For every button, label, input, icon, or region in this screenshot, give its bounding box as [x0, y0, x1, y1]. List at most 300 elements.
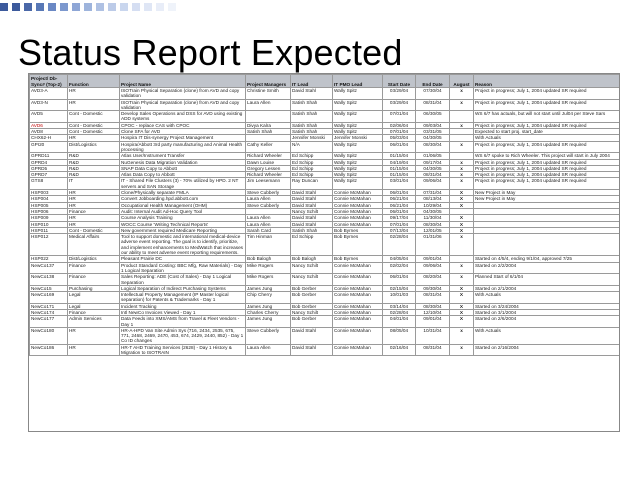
cell-function: Dist/Logistics: [68, 141, 120, 153]
cell-project-id: GPRD7: [30, 172, 68, 178]
cell-it-lead: Jennifer Monski: [291, 135, 333, 141]
cell-project-id: AVD3-A: [30, 88, 68, 100]
cell-end-date: 04/30/05: [416, 208, 450, 214]
col-header-function: Function: [68, 75, 120, 88]
decor-square: [60, 3, 68, 11]
decor-square: [12, 3, 20, 11]
cell-project-manager: James Jung: [246, 285, 291, 291]
cell-august-flag: x: [450, 122, 474, 128]
cell-end-date: 08/30/04: [416, 141, 450, 153]
cell-start-date: 03/29/04: [383, 99, 416, 111]
cell-reason: Started on 2/16/2004: [474, 344, 620, 356]
cell-project-name: WOCC Course 'Writing Technical Reports': [120, 221, 246, 227]
cell-project-name: CPOC - replace CAS with CPOC: [120, 122, 246, 128]
title-decoration: [0, 0, 638, 14]
cell-project-id: NewCo169: [30, 292, 68, 304]
cell-end-date: 07/30/04: [416, 88, 450, 100]
cell-start-date: 02/16/04: [383, 344, 416, 356]
decor-square: [36, 3, 44, 11]
cell-it-lead: David Stahl: [291, 190, 333, 196]
cell-project-id: HSP010: [30, 221, 68, 227]
cell-end-date: 07/31/04: [416, 190, 450, 196]
cell-project-id: HSP004: [30, 196, 68, 202]
cell-august-flag: x: [450, 99, 474, 111]
cell-project-manager: Richard Wheeler: [246, 172, 291, 178]
cell-project-name: Audit: Internal Audit Ad-Hoc Query Tool: [120, 208, 246, 214]
cell-project-id: HSP011: [30, 227, 68, 233]
cell-it-lead: David Stahl: [291, 202, 333, 208]
cell-start-date: 05/03/04: [383, 135, 416, 141]
cell-project-id: NewCo186: [30, 344, 68, 356]
cell-august-flag: X: [450, 303, 474, 309]
cell-project-id: GPRD11: [30, 153, 68, 159]
cell-end-date: 09/03/04: [416, 122, 450, 128]
cell-it-pmo-lead: Connie McMahan: [333, 215, 383, 221]
cell-project-manager: Laura Allen: [246, 99, 291, 111]
cell-end-date: 03/31/05: [416, 129, 450, 135]
cell-august-flag: x: [450, 88, 474, 100]
cell-reason: Project in progress; July 1, 2004 updated SR required: [474, 165, 620, 171]
cell-it-pmo-lead: Bob Byrnes: [333, 256, 383, 262]
cell-project-id: CHX62-H: [30, 135, 68, 141]
cell-project-manager: James Jung: [246, 316, 291, 328]
cell-it-pmo-lead: Wally Spitz: [333, 141, 383, 153]
decor-square: [72, 3, 80, 11]
cell-start-date: 04/19/04: [383, 159, 416, 165]
cell-it-pmo-lead: Connie McMahan: [333, 196, 383, 202]
cell-project-name: Product Standard Costing: BBC Mfg, Raw Materials) - Day 1 Logical Separation: [120, 262, 246, 274]
cell-august-flag: X: [450, 227, 474, 233]
cell-start-date: 09/17/04: [383, 215, 416, 221]
cell-it-lead: Ray Duncan: [291, 178, 333, 190]
cell-project-id: AVD6: [30, 122, 68, 128]
cell-function: R&D: [68, 172, 120, 178]
cell-start-date: 02/28/04: [383, 309, 416, 315]
cell-project-name: Sales Reporting: ADE (Cost of Sales) - Day 1 Logical Separation: [120, 274, 246, 286]
cell-project-id: HSP003: [30, 190, 68, 196]
decor-square: [48, 3, 56, 11]
cell-it-pmo-lead: Bob Byrnes: [333, 234, 383, 256]
cell-project-manager: Divya Kalra: [246, 122, 291, 128]
cell-start-date: 06/01/04: [383, 141, 416, 153]
cell-start-date: 06/01/04: [383, 190, 416, 196]
cell-project-id: NewCo137: [30, 262, 68, 274]
cell-project-name: Intellectual Property Management (IP Master logical separation) for Patents & Trademarks - Day 1: [120, 292, 246, 304]
cell-it-pmo-lead: Wally Spitz: [333, 111, 383, 123]
cell-project-id: GTS8: [30, 178, 68, 190]
cell-end-date: 04/30/05: [416, 135, 450, 141]
cell-start-date: 10/01/03: [383, 292, 416, 304]
col-header-reason: Reason: [474, 75, 620, 88]
cell-august-flag: X: [450, 292, 474, 304]
cell-function: R&D: [68, 165, 120, 171]
cell-project-name: Atlas User/Instrument Transfer: [120, 153, 246, 159]
cell-project-id: GPRD4: [30, 159, 68, 165]
cell-reason: New Project in May: [474, 196, 620, 202]
cell-start-date: 02/06/04: [383, 122, 416, 128]
cell-function: Dist/Logistics: [68, 256, 120, 262]
cell-reason: Started on 2/6/2004: [474, 316, 620, 328]
cell-project-id: NewCo15: [30, 285, 68, 291]
cell-it-lead: N/A: [291, 141, 333, 153]
cell-it-lead: Ed Schipp: [291, 153, 333, 159]
cell-function: Legal: [68, 303, 120, 309]
cell-it-lead: David Stahl: [291, 215, 333, 221]
cell-project-id: NewCo177: [30, 316, 68, 328]
decor-square: [156, 3, 164, 11]
cell-end-date: 09/17/04: [416, 159, 450, 165]
cell-start-date: 08/05/04: [383, 327, 416, 344]
cell-function: Purchasing: [68, 285, 120, 291]
cell-reason: Project in progress; July 1, 2004 updated SR required: [474, 122, 620, 128]
cell-project-manager: Steve Cubberly: [246, 202, 291, 208]
cell-project-manager: Laura Allen: [246, 215, 291, 221]
table-row: [30, 111, 620, 123]
cell-it-pmo-lead: Connie McMahan: [333, 316, 383, 328]
cell-it-lead: Ed Schipp: [291, 159, 333, 165]
cell-start-date: 06/21/04: [383, 202, 416, 208]
cell-function: Cont - Domestic: [68, 227, 120, 233]
cell-project-manager: Christine Smith: [246, 88, 291, 100]
cell-start-date: 02/28/04: [383, 234, 416, 256]
cell-it-pmo-lead: Connie McMahan: [333, 190, 383, 196]
cell-reason: Started on 4/5/4, ending 9/1/04, approved 7/25: [474, 256, 620, 262]
cell-project-manager: Laura Allen: [246, 221, 291, 227]
cell-project-name: Intl NewCo Invoices Viewed - Day 1: [120, 309, 246, 315]
cell-end-date: 01/06/05: [416, 153, 450, 159]
cell-it-pmo-lead: Connie McMahan: [333, 202, 383, 208]
cell-reason: Project in progress; July 1, 2004 updated SR required: [474, 141, 620, 153]
cell-it-pmo-lead: Connie McMahan: [333, 262, 383, 274]
cell-august-flag: X: [450, 190, 474, 196]
cell-start-date: 06/01/04: [383, 208, 416, 214]
cell-project-manager: Chip Cherry: [246, 292, 291, 304]
cell-project-manager: Steve Cubberly: [246, 190, 291, 196]
cell-it-lead: David Stahl: [291, 327, 333, 344]
col-header-end-date: End Date: [416, 75, 450, 88]
cell-august-flag: X: [450, 196, 474, 202]
cell-it-pmo-lead: Connie McMahan: [333, 208, 383, 214]
cell-it-pmo-lead: Wally Spitz: [333, 88, 383, 100]
cell-it-pmo-lead: Connie McMahan: [333, 309, 383, 315]
cell-project-id: HSP006: [30, 208, 68, 214]
cell-project-id: GPI20: [30, 141, 68, 153]
cell-start-date: 01/15/04: [383, 153, 416, 159]
table-row: [30, 262, 620, 274]
cell-project-name: Clone/Physically separate FMLA: [120, 190, 246, 196]
cell-it-pmo-lead: Connie McMahan: [333, 221, 383, 227]
cell-project-id: HSP022: [30, 256, 68, 262]
cell-function: HR: [68, 88, 120, 100]
cell-function: R&D: [68, 153, 120, 159]
cell-function: HR: [68, 221, 120, 227]
cell-project-name: Occupational Health Management (OHM): [120, 202, 246, 208]
cell-project-manager: Sarah Card: [246, 227, 291, 233]
cell-function: Finance: [68, 208, 120, 214]
cell-august-flag: X: [450, 221, 474, 227]
cell-it-lead: Nancy Schilt: [291, 309, 333, 315]
cell-start-date: 03/29/04: [383, 88, 416, 100]
cell-it-pmo-lead: Connie McMahan: [333, 303, 383, 309]
cell-end-date: 06/30/05: [416, 111, 450, 123]
table-row: [30, 178, 620, 190]
cell-end-date: 08/20/04: [416, 274, 450, 286]
cell-reason: Project in progress; July 1, 2004 updated SR required: [474, 178, 620, 190]
cell-function: R&D: [68, 159, 120, 165]
cell-it-lead: Bob Balogh: [291, 256, 333, 262]
table-header-row: [30, 75, 620, 88]
cell-it-pmo-lead: Wally Spitz: [333, 153, 383, 159]
cell-project-manager: Cathy Keller: [246, 141, 291, 153]
col-header-project-name: Project Name: [120, 75, 246, 88]
cell-end-date: 04/30/05: [416, 165, 450, 171]
cell-project-id: NewCo174: [30, 309, 68, 315]
cell-function: Cont - Domestic: [68, 129, 120, 135]
cell-it-lead: Ed Schipp: [291, 165, 333, 171]
cell-project-id: NewCo180: [30, 327, 68, 344]
cell-august-flag: x: [450, 234, 474, 256]
col-header-project: Project/ Db-Sync# (Top-2): [30, 75, 68, 88]
cell-august-flag: x: [450, 165, 474, 171]
table-row: [30, 234, 620, 256]
cell-function: HR: [68, 327, 120, 344]
cell-project-name: HR-A-HPD Van Site Admin Sys (716, 2434, 2535, 675, 771, 2468, 2469, 2470, 453, 674, 2429, 2440, 852) - Day 1 Co ID changes: [120, 327, 246, 344]
cell-end-date: 08/30/04: [416, 221, 450, 227]
cell-it-lead: Satish Shah: [291, 99, 333, 111]
cell-function: Finance: [68, 274, 120, 286]
cell-end-date: 08/31/04: [416, 99, 450, 111]
cell-end-date: 09/06/04: [416, 262, 450, 274]
cell-function: Finance: [68, 262, 120, 274]
cell-project-manager: Charles Cherry: [246, 309, 291, 315]
table-row: [30, 316, 620, 328]
decor-square: [108, 3, 116, 11]
cell-end-date: 09/06/04: [416, 178, 450, 190]
col-header-august: August: [450, 75, 474, 88]
cell-reason: [474, 234, 620, 256]
cell-project-name: Course Analysis Training: [120, 215, 246, 221]
decor-square: [120, 3, 128, 11]
cell-end-date: 08/31/04: [416, 292, 450, 304]
cell-function: HR: [68, 202, 120, 208]
cell-it-pmo-lead: Wally Spitz: [333, 178, 383, 190]
cell-reason: Started on 3/24/2004: [474, 303, 620, 309]
cell-end-date: 11/30/04: [416, 215, 450, 221]
cell-it-pmo-lead: Wally Spitz: [333, 99, 383, 111]
cell-it-lead: Nancy Schilt: [291, 274, 333, 286]
cell-it-lead: Bob Gerber: [291, 285, 333, 291]
cell-it-lead: Satish Shah: [291, 122, 333, 128]
cell-august-flag: x: [450, 274, 474, 286]
cell-project-manager: Dawn Louise: [246, 159, 291, 165]
col-header-it-lead: IT Lead: [291, 75, 333, 88]
cell-project-manager: [246, 111, 291, 123]
decor-square: [24, 3, 32, 11]
cell-project-id: AVD8: [30, 129, 68, 135]
cell-function: HR: [68, 190, 120, 196]
decor-square: [96, 3, 104, 11]
cell-project-name: ISOTrain Physical Separation (clone) from AVD and copy validation: [120, 88, 246, 100]
cell-project-manager: Tim Hinman: [246, 234, 291, 256]
col-header-start-date: Start Date: [383, 75, 416, 88]
cell-it-lead: Satish Shah: [291, 111, 333, 123]
cell-it-pmo-lead: Wally Spitz: [333, 165, 383, 171]
cell-august-flag: X: [450, 285, 474, 291]
table-row: [30, 274, 620, 286]
cell-it-lead: Ed Schipp: [291, 234, 333, 256]
cell-function: Medical Affairs: [68, 234, 120, 256]
cell-reason: Project in progress; July 1, 2004 updated SR required: [474, 99, 620, 111]
cell-project-name: HR-T AHD Training Services (2628) - Day 1 History & Migration to ISOTRAIN: [120, 344, 246, 356]
decor-square: [0, 3, 8, 11]
cell-august-flag: X: [450, 202, 474, 208]
cell-function: HR: [68, 99, 120, 111]
cell-reason: With Actuals: [474, 327, 620, 344]
cell-start-date: 02/02/04: [383, 262, 416, 274]
cell-project-id: NewCo171: [30, 303, 68, 309]
decor-square: [84, 3, 92, 11]
cell-august-flag: x: [450, 344, 474, 356]
cell-reason: Expected to start proj. start_date: [474, 129, 620, 135]
cell-august-flag: x: [450, 327, 474, 344]
cell-project-manager: Jim Leesemann: [246, 178, 291, 190]
cell-end-date: 08/31/04: [416, 172, 450, 178]
cell-august-flag: x: [450, 141, 474, 153]
cell-it-lead: Ed Schipp: [291, 172, 333, 178]
cell-start-date: 06/21/04: [383, 196, 416, 202]
cell-function: HR: [68, 196, 120, 202]
cell-start-date: 01/15/04: [383, 172, 416, 178]
cell-start-date: 03/14/04: [383, 303, 416, 309]
cell-start-date: 07/13/04: [383, 227, 416, 233]
table-row: [30, 99, 620, 111]
cell-reason: With Actuals: [474, 135, 620, 141]
cell-it-pmo-lead: Connie McMahan: [333, 274, 383, 286]
cell-project-manager: James Jung: [246, 303, 291, 309]
cell-function: HR: [68, 344, 120, 356]
cell-project-id: GPRD5: [30, 165, 68, 171]
table-row: [30, 88, 620, 100]
cell-end-date: 08/30/04: [416, 303, 450, 309]
col-header-it-pmo-lead: IT PMO Lead: [333, 75, 383, 88]
cell-project-name: IT - Shared File Clusters (3) - 70% utilized by HPD. 2 NT servers and SAN Storage: [120, 178, 246, 190]
cell-project-manager: Bob Balogh: [246, 256, 291, 262]
cell-end-date: 08/31/04: [416, 344, 450, 356]
cell-project-name: Pleasant Prairie DC: [120, 256, 246, 262]
status-report-table: [29, 74, 620, 356]
cell-project-name: ISOTrain Physical Separation (clone) from AVD and copy validation: [120, 99, 246, 111]
cell-project-id: NewCo138: [30, 274, 68, 286]
table-row: [30, 141, 620, 153]
cell-project-manager: Gregory Lessen: [246, 165, 291, 171]
cell-project-name: Atlas Data Copy to Abbott: [120, 172, 246, 178]
cell-reason: Started on 3/1/2004: [474, 309, 620, 315]
cell-project-manager: Mike Rogers: [246, 262, 291, 274]
cell-end-date: 12/01/05: [416, 227, 450, 233]
cell-project-name: Hospira/Abbott 3rd party manufacturing and Animal Health processing: [120, 141, 246, 153]
cell-start-date: 04/05/04: [383, 256, 416, 262]
cell-it-lead: Satish Shah: [291, 227, 333, 233]
status-table-container: [28, 73, 620, 432]
cell-end-date: 10/29/04: [416, 202, 450, 208]
cell-project-name: Hospira IT Dis-synergy Project Management: [120, 135, 246, 141]
cell-project-name: SNAP Data Copy to Abbott: [120, 165, 246, 171]
decor-square: [168, 3, 176, 11]
table-row: [30, 327, 620, 344]
cell-it-lead: Bob Gerber: [291, 316, 333, 328]
cell-it-lead: David Stahl: [291, 196, 333, 202]
cell-start-date: 07/01/04: [383, 129, 416, 135]
cell-august-flag: x: [450, 159, 474, 165]
cell-function: Cont - Domestic: [68, 111, 120, 123]
cell-it-lead: Bob Gerber: [291, 303, 333, 309]
cell-function: HR: [68, 135, 120, 141]
cell-august-flag: X: [450, 316, 474, 328]
cell-it-pmo-lead: Wally Spitz: [333, 172, 383, 178]
cell-it-pmo-lead: Jennifer Monski: [333, 135, 383, 141]
cell-project-manager: Steve Cubberly: [246, 327, 291, 344]
cell-august-flag: x: [450, 262, 474, 274]
cell-it-pmo-lead: Bob Byrnes: [333, 227, 383, 233]
cell-start-date: 03/01/04: [383, 178, 416, 190]
cell-it-lead: David Stahl: [291, 221, 333, 227]
cell-august-flag: x: [450, 178, 474, 190]
cell-function: Admin Services: [68, 316, 120, 328]
cell-reason: Started on 2/1/2004: [474, 285, 620, 291]
cell-start-date: 06/01/04: [383, 274, 416, 286]
decor-square: [144, 3, 152, 11]
cell-project-manager: Richard Wheeler: [246, 153, 291, 159]
cell-project-name: Logical Separation of Indirect Purchasing Systems: [120, 285, 246, 291]
table-row: [30, 344, 620, 356]
cell-project-id: HSP009: [30, 215, 68, 221]
cell-reason: Project in progress; July 1, 2004 updated SR required: [474, 88, 620, 100]
cell-august-flag: x: [450, 172, 474, 178]
decor-square: [132, 3, 140, 11]
cell-project-manager: Laura Allen: [246, 196, 291, 202]
cell-end-date: 08/13/04: [416, 196, 450, 202]
cell-start-date: 07/01/04: [383, 221, 416, 227]
cell-project-name: Clone SFA for AVD: [120, 129, 246, 135]
slide-title: Status Report Expected: [18, 32, 403, 73]
cell-reason: Planned Start of 6/1/04: [474, 274, 620, 286]
cell-start-date: 02/15/04: [383, 285, 416, 291]
cell-project-id: AVD5: [30, 111, 68, 123]
cell-reason: New Project in May: [474, 190, 620, 196]
cell-end-date: 01/31/06: [416, 234, 450, 256]
cell-it-lead: David Stahl: [291, 88, 333, 100]
cell-it-pmo-lead: Connie McMahan: [333, 327, 383, 344]
cell-reason: Project in progress; July 1, 2004 updated SR required: [474, 159, 620, 165]
cell-reason: WS 6/7 spoke to Rich Wheeler. This project will start in July 2004: [474, 153, 620, 159]
cell-project-id: HSP012: [30, 234, 68, 256]
cell-end-date: 09/01/04: [416, 316, 450, 328]
cell-it-pmo-lead: Connie McMahan: [333, 344, 383, 356]
cell-end-date: 10/31/04: [416, 327, 450, 344]
cell-it-pmo-lead: Connie McMahan: [333, 285, 383, 291]
cell-it-pmo-lead: Wally Spitz: [333, 129, 383, 135]
cell-start-date: 07/01/04: [383, 111, 416, 123]
cell-end-date: 12/10/04: [416, 309, 450, 315]
cell-project-name: New government required Medicare Reporting: [120, 227, 246, 233]
cell-project-name: Tool to support domestic and international medical-device adverse event reporting. The goal is to identify, prioritize, and implement enhancements to MedWatch that increases our ability to meet adverse event reporting requirements.: [120, 234, 246, 256]
cell-reason: With Actuals: [474, 292, 620, 304]
cell-end-date: 09/30/04: [416, 285, 450, 291]
cell-reason: WS 6/7 has actuals, but will not start until Jul04 per Steve Sars: [474, 111, 620, 123]
cell-august-flag: X: [450, 215, 474, 221]
cell-august-flag: [450, 111, 474, 123]
cell-function: IT: [68, 178, 120, 190]
